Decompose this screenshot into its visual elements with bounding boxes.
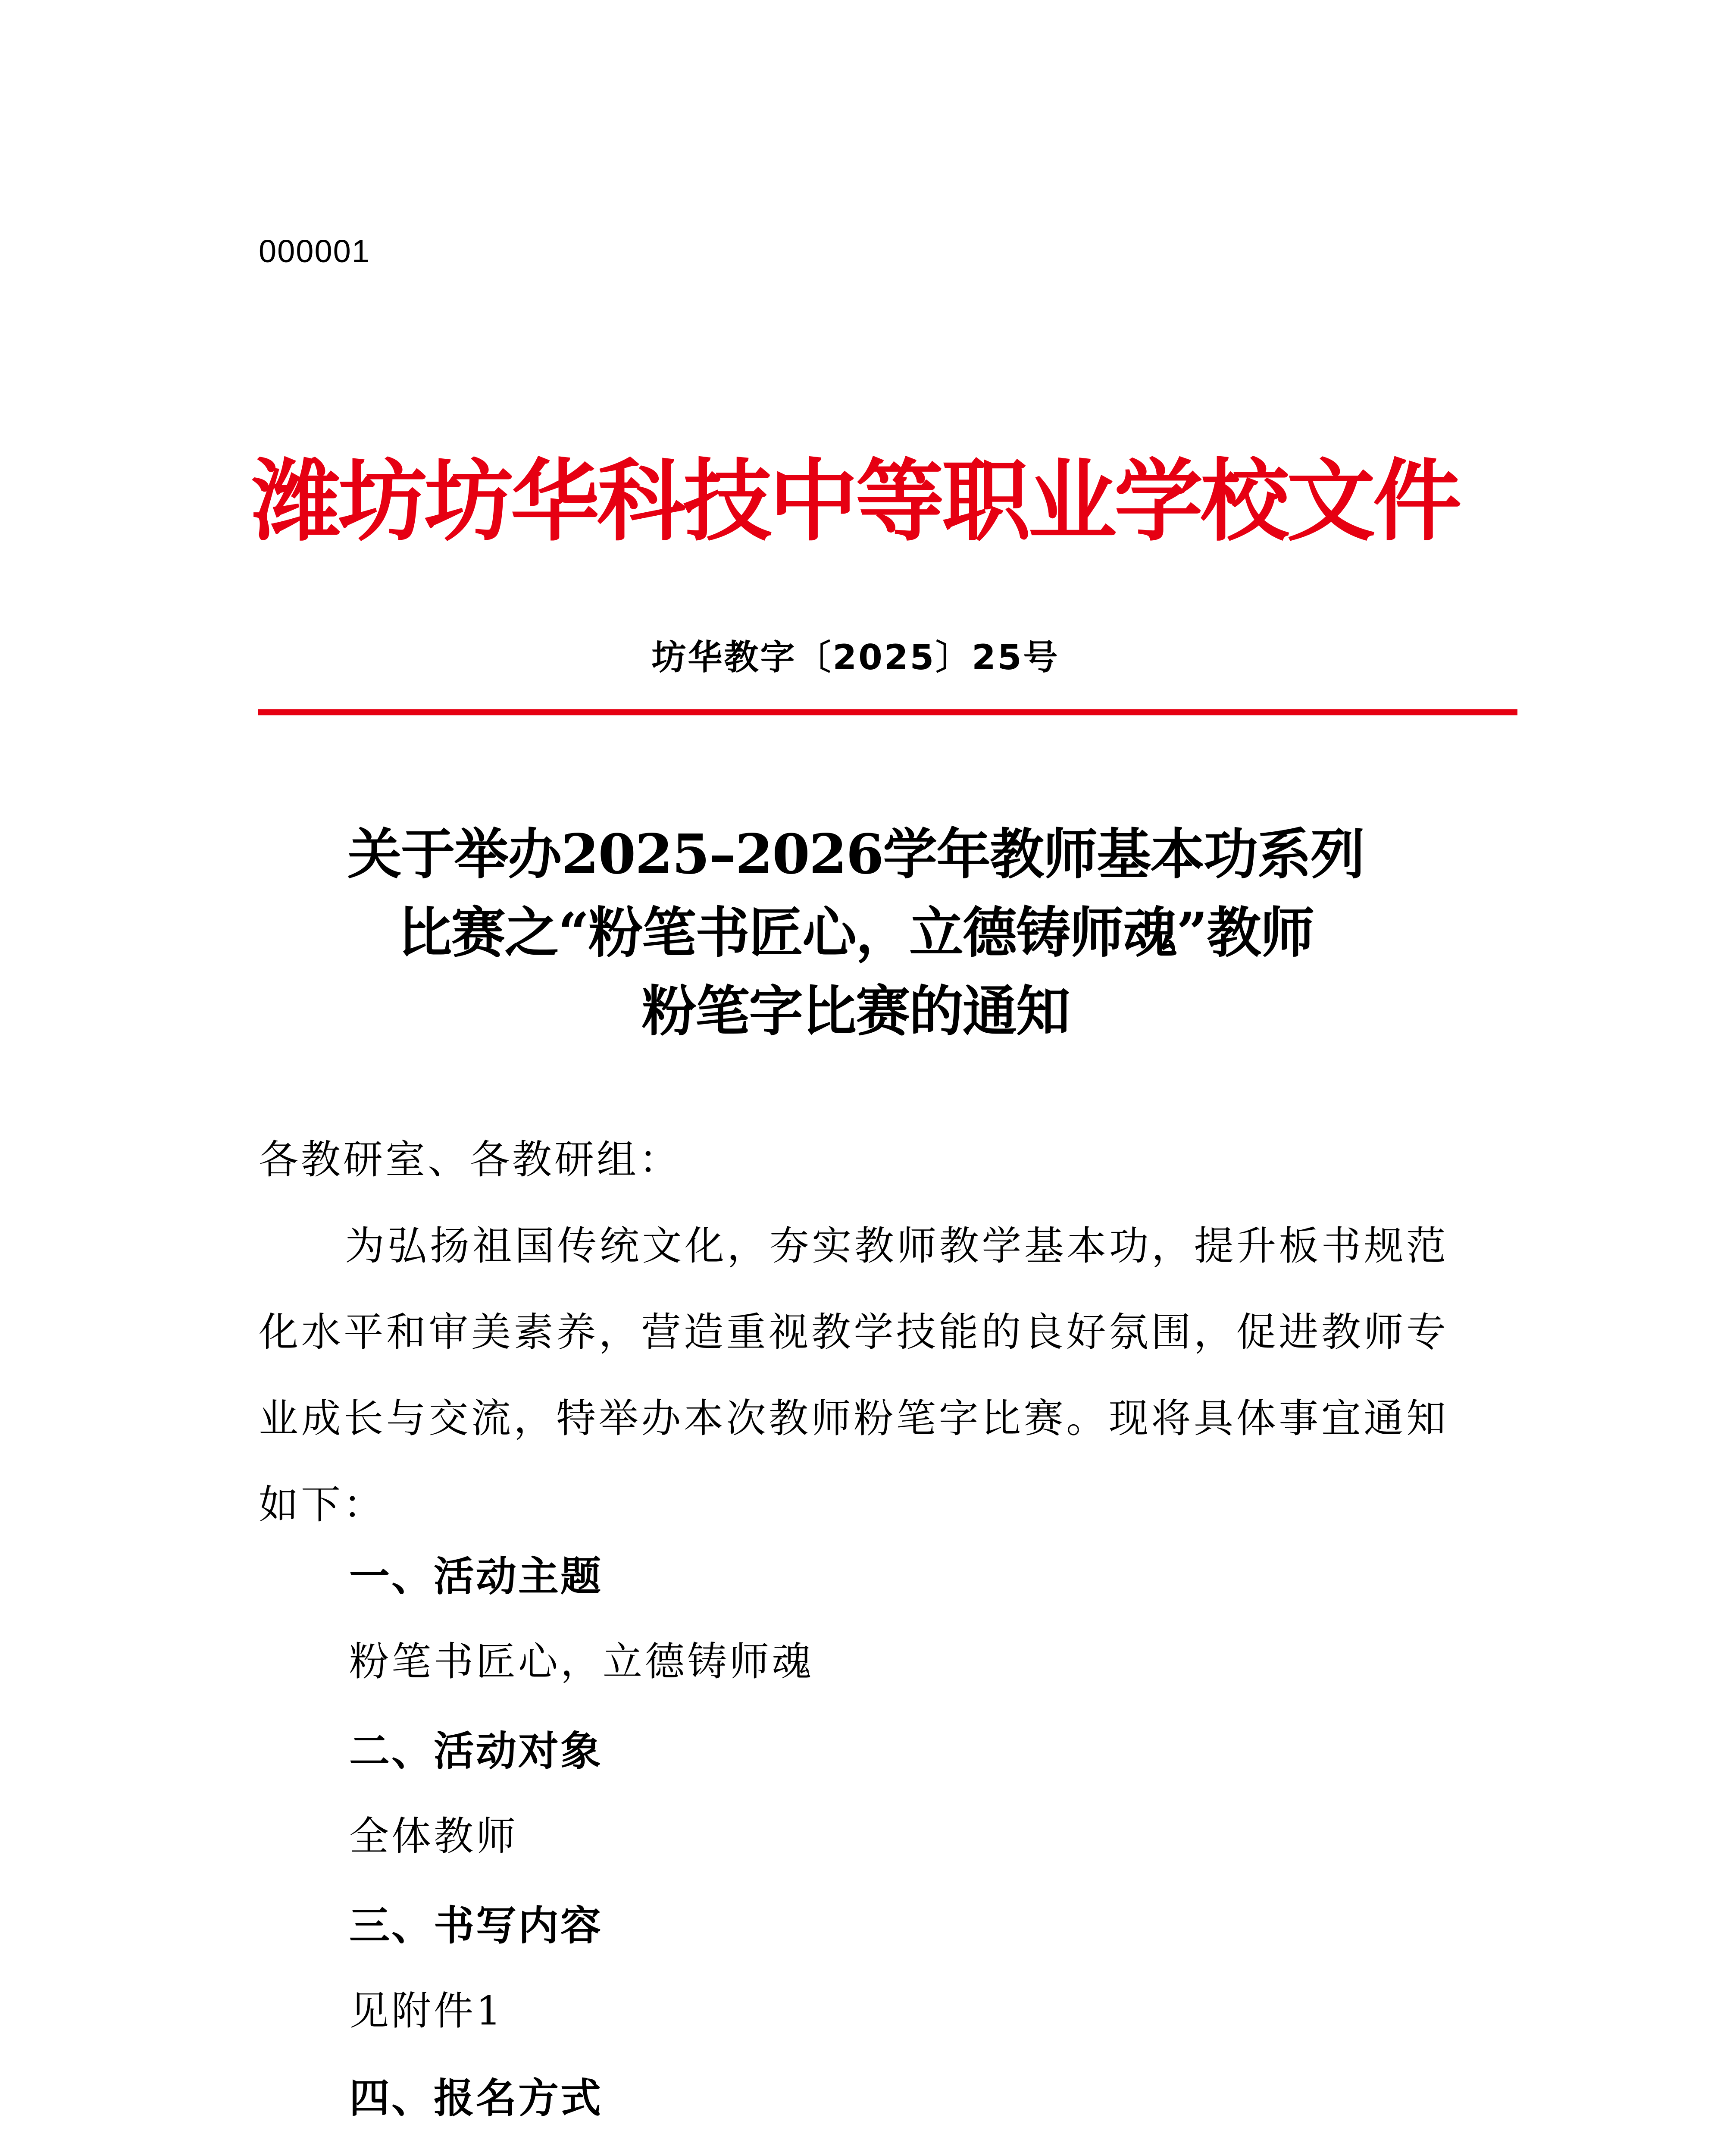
section-heading-theme: 一、活动主题 bbox=[349, 1553, 603, 1600]
section-heading-writing-content: 三、书写内容 bbox=[349, 1902, 603, 1949]
section-content-participants: 全体教师 bbox=[349, 1813, 519, 1859]
red-separator-line bbox=[258, 709, 1517, 715]
section-heading-participants: 二、活动对象 bbox=[349, 1728, 603, 1775]
notice-title-line-2: 比赛之“粉笔书匠心，立德铸师魂”教师 bbox=[397, 901, 1314, 965]
document-serial-number: 000001 bbox=[259, 233, 370, 269]
document-number: 坊华教字〔2025〕25号 bbox=[651, 637, 1060, 677]
salutation: 各教研室、各教研组： bbox=[259, 1137, 682, 1183]
notice-title-line-1: 关于举办2025–2026学年教师基本功系列 bbox=[347, 822, 1364, 886]
intro-paragraph: 为弘扬祖国传统文化，夯实教师教学基本功，提升板书规范化水平和审美素养，营造重视教学技能的良好氛围，促进教师专业成长与交流，特举办本次教师粉笔字比赛。现将具体事宜通知如下： bbox=[259, 1223, 1448, 1528]
section-heading-registration: 四、报名方式 bbox=[349, 2075, 603, 2122]
issuer-heading: 潍坊坊华科技中等职业学校文件 bbox=[252, 450, 1459, 553]
section-content-theme: 粉笔书匠心，立德铸师魂 bbox=[349, 1639, 814, 1685]
notice-title bbox=[241, 815, 1470, 1050]
notice-title-line-3: 粉笔字比赛的通知 bbox=[642, 979, 1070, 1043]
section-content-writing-content: 见附件1 bbox=[349, 1988, 504, 2034]
